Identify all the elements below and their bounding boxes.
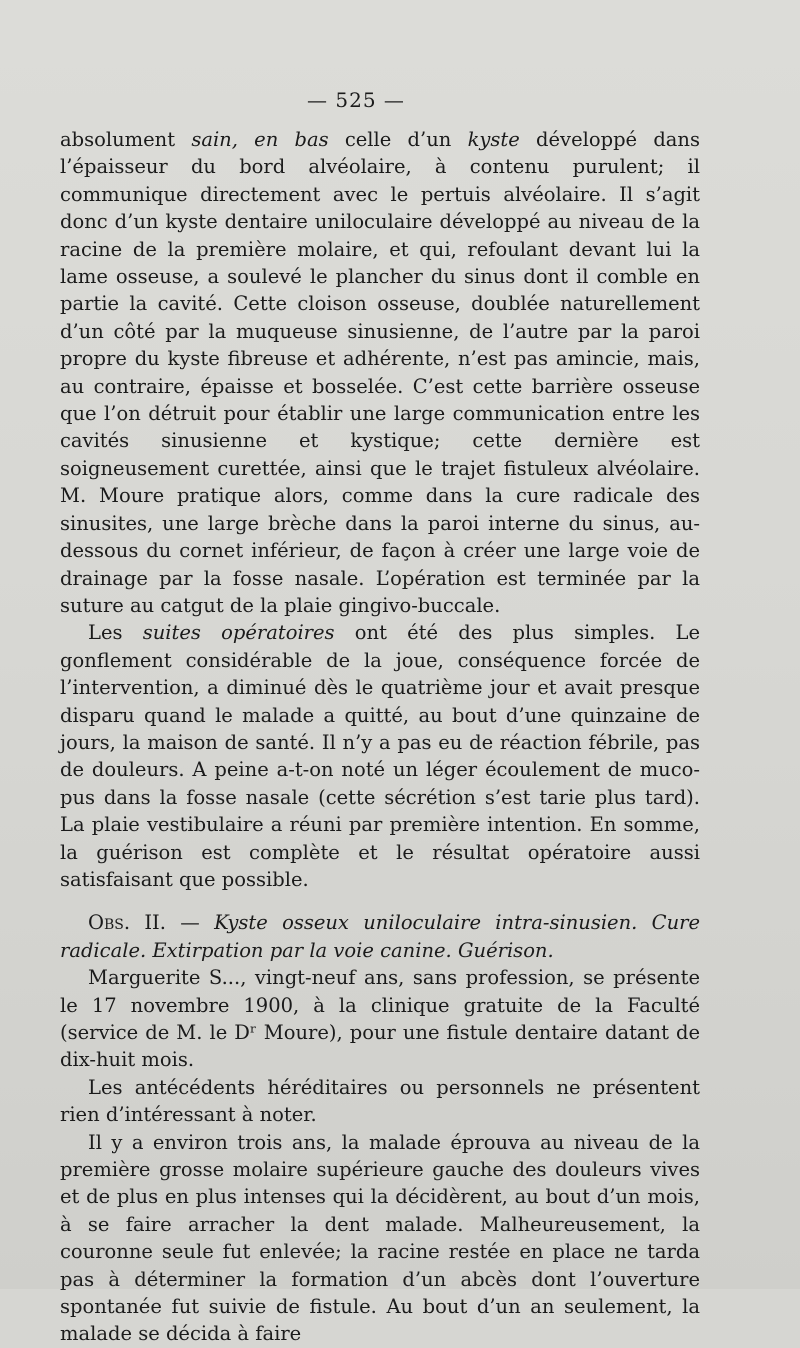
text-run: ont été des plus simples. Le gonflement considérable de la joue, conséquence forcée de l’intervention, a diminué dès le quatrième jour et avait presque disparu quand le malade a quitté, au bout d’une quinzaine de jours, la maison de santé. Il n’y a pas eu de réaction fébrile, pas de douleurs. A peine a-t-on noté un léger écoulement de muco-pus dans la fosse nasale (cette sécrétion s’est tarie plus tard). La plaie vestibulaire a réuni par première intention. En somme, la guérison est complète et le résultat opératoire aussi satisfaisant que possible. [60, 621, 700, 891]
paragraph-3: Marguerite S..., vingt-neuf ans, sans profession, se présente le 17 novembre 1900, à la clinique gratuite de la Faculté (service de M. le Dʳ Moure), pour une fistule dentaire datant de dix-huit mois. [60, 966, 700, 1072]
section-gap [60, 893, 700, 909]
body-text [60, 126, 700, 1348]
observation-title: Kyste osseux uniloculaire intra-sinusien. Cure radicale. Extirpation par la voie canine. Guérison. [60, 911, 700, 962]
text-run: absolument [60, 128, 192, 151]
observation-heading [60, 909, 700, 964]
paragraph-4: Les antécédents héréditaires ou personnels ne présentent rien d’intéressant à noter. [60, 1075, 700, 1127]
observation-label: Obs. II. [88, 911, 166, 935]
dash: — [165, 911, 215, 935]
emphasis: kyste [467, 128, 520, 151]
text-run: Les [88, 621, 143, 645]
page-number: — 525 — [307, 88, 405, 112]
emphasis: sain, en bas [191, 128, 329, 151]
emphasis: suites opératoires [142, 621, 335, 645]
text-run: celle d’un [328, 128, 468, 151]
paragraph-2 [60, 619, 700, 893]
paragraph-1 [60, 126, 700, 619]
text-run: développé dans l’épaisseur du bord alvéolaire, à contenu purulent; il communique directement avec le pertuis alvéolaire. Il s’agit donc d’un kyste dentaire uniloculaire développé au niveau de la racine de la première molaire, et qui, refoulant devant lui la lame osseuse, a soulevé le plancher du sinus dont il comble en partie la cavité. Cette cloison osseuse, doublée naturellement d’un côté par la muqueuse sinusienne, de l’autre par la paroi propre du kyste fibreuse et adhérente, n’est pas amincie, mais, au contraire, épaisse et bosselée. C’est cette barrière osseuse que l’on détruit pour établir une large communication entre les cavités sinusienne et kystique; cette dernière est soigneusement curettée, ainsi que le trajet fistuleux alvéolaire. M. Moure pratique alors, comme dans la cure radicale des sinusites, une large brèche dans la paroi interne du sinus, au-dessous du cornet inférieur, de façon à créer une large voie de drainage par la fosse nasale. L’opération est terminée par la suture au catgut de la plaie gingivo-buccale. [60, 128, 700, 617]
paragraph-5: Il y a environ trois ans, la malade éprouva au niveau de la première grosse molaire supérieure gauche des douleurs vives et de plus en plus intenses qui la décidèrent, au bout d’un mois, à se faire arracher la dent malade. Malheureusement, la couronne seule fut enlevée; la racine restée en place ne tarda pas à déterminer la formation d’un abcès dont l’ouverture spontanée fut suivie de fistule. Au bout d’un an seulement, la malade se décida à faire [60, 1130, 700, 1346]
